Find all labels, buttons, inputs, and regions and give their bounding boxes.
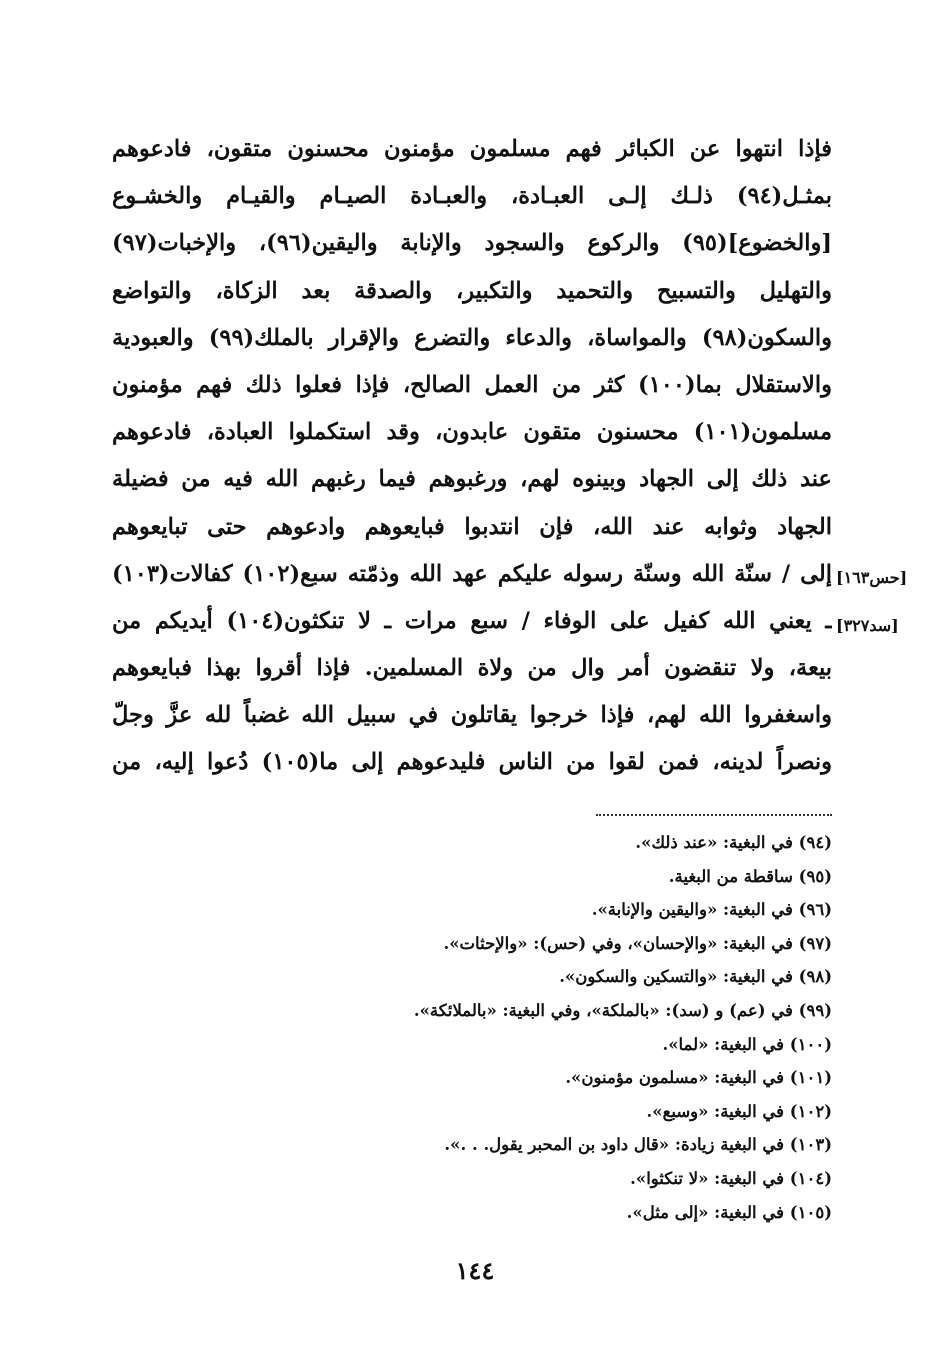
text-line: إلى / سنّة الله وسنّة رسوله عليكم عهد الله وذمّته سبع(١٠٢) كفالات(١٠٣) bbox=[112, 560, 832, 587]
page-number: ١٤٤ bbox=[455, 1256, 495, 1285]
footnote: (١٠١) في البغية: «مسلمون مؤمنون». bbox=[565, 1068, 832, 1088]
footnote: (٩٨) في البغية: «والتسكين والسكون». bbox=[559, 967, 832, 987]
margin-note-sd: [سد٣٢٧] bbox=[836, 616, 899, 635]
text-line: عند ذلك إلى الجهاد وبينوه لهم، ورغبوهم فيما رغبهم الله فيه من فضيلة bbox=[112, 466, 832, 493]
footnote: (١٠٢) في البغية: «وسبع». bbox=[646, 1101, 832, 1121]
footnote: (٩٤) في البغية: «عند ذلك». bbox=[635, 833, 832, 852]
footnote: (١٠٥) في البغية: «إلى مثل». bbox=[626, 1202, 832, 1222]
text-line: بمثـل(٩٤) ذلـك إلـى العبـادة، والعبـادة الصيـام والقيـام والخشـوع bbox=[112, 183, 832, 210]
footnote-separator bbox=[596, 814, 832, 816]
text-line: فإذا انتهوا عن الكبائر فهم مسلمون مؤمنون محسنون متقون، فادعوهم bbox=[112, 136, 832, 162]
text-line: ونصراً لدينه، فمن لقوا من الناس فليدعوهم إلى ما(١٠٥) دُعوا إليه، من bbox=[112, 749, 832, 776]
footnote: (١٠٣) في البغية زيادة: «قال داود بن المحبر يقول. . .». bbox=[444, 1135, 832, 1155]
footnote: (٩٧) في البغية: «والإحسان»، وفي (حس): «والإحثات». bbox=[443, 933, 832, 953]
footnote: (٩٦) في البغية: «واليقين والإنابة». bbox=[591, 900, 832, 920]
footnotes bbox=[200, 826, 832, 1229]
footnote: (٩٥) ساقطة من البغية. bbox=[668, 866, 832, 886]
footnote: (١٠٠) في البغية: «لما». bbox=[662, 1034, 832, 1054]
text-line: الجهاد وثوابه عند الله، فإن انتدبوا فبايعوهم وادعوهم حتى تبايعوهم bbox=[112, 513, 832, 540]
footnote: (٩٩) في (عم) و (سد): «بالملكة»، وفي البغية: «بالملائكة». bbox=[413, 1000, 832, 1020]
text-line: والتهليل والتسبيح والتحميد والتكبير، والصدقة بعد الزكاة، والتواضع bbox=[112, 277, 832, 304]
text-line: بيعة، ولا تنقضون أمر وال من ولاة المسلمين. فإذا أقروا بهذا فبايعوهم bbox=[112, 655, 832, 682]
main-text bbox=[112, 126, 832, 787]
text-line: ـ يعني الله كفيل على الوفاء / سبع مرات ـ لا تنكثون(١٠٤) أيديكم من bbox=[112, 607, 832, 634]
text-line: مسلمون(١٠١) محسنون متقون عابدون، وقد استكملوا العبادة، فادعوهم bbox=[112, 419, 832, 446]
text-line: والسكون(٩٨) والمواساة، والدعاء والتضرع والإقرار بالملك(٩٩) والعبودية bbox=[112, 324, 832, 351]
margin-note-hs: [حس١٦٣] bbox=[836, 568, 908, 587]
text-line: واسغفروا الله لهم، فإذا خرجوا يقاتلون في سبيل الله غضباً لله عزَّ وجلّ bbox=[112, 702, 832, 729]
footnote: (١٠٤) في البغية: «لا تنكثوا». bbox=[630, 1168, 832, 1188]
text-line: والاستقلال بما(١٠٠) كثر من العمل الصالح، فإذا فعلوا ذلك فهم مؤمنون bbox=[112, 371, 832, 398]
text-line: [والخضوع](٩٥) والركوع والسجود والإنابة واليقين(٩٦)، والإخبات(٩٧) bbox=[112, 230, 832, 257]
